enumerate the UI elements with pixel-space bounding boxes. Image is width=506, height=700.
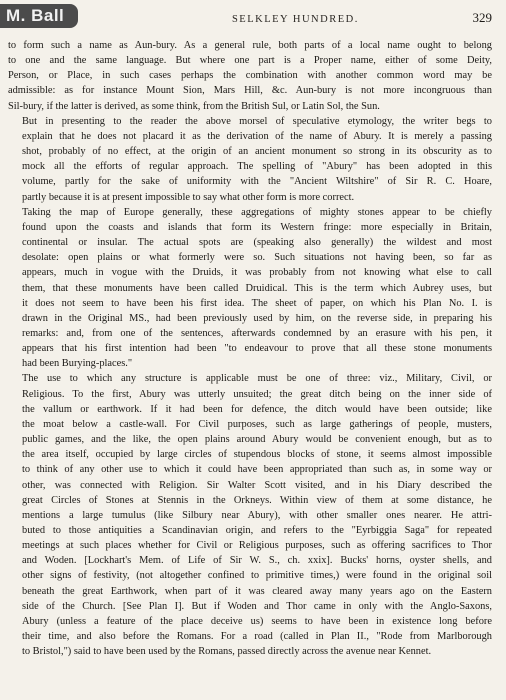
text-line: mock all the efforts of regular approach. The spelling of "Abury" has been adopted in this — [22, 161, 492, 173]
text-line: beneath the great Earthwork, when part of it was cleared away many years ago on the Eastern — [22, 585, 492, 597]
text-line: remarks: and, from one of the sentences, afterwards condemned by an erasure with his pen, it — [22, 327, 492, 339]
text-line: to Bristol,") said to have been used by the Romans, passed directly across the avenue near Kennet. — [22, 646, 432, 658]
text-line: desolate: open plains or what formerly were so. Such situations not having been, so far as — [22, 252, 492, 264]
page-body — [8, 38, 492, 659]
text-line: to one and the same language. But where one part is a Proper name, either of some Deity, — [8, 55, 492, 67]
text-line: meetings at such places whether for Civil or Religious purposes, such as offering sacrifices to Thor — [22, 540, 492, 552]
text-line: mentions a large tumulus (like Silbury near Abury), with other smaller ones nearer. He attri- — [22, 509, 492, 521]
text-line: explain that he does not placard it as the derivation of the name of Abury. It is merely a passing — [22, 130, 492, 142]
text-line: buted to those antiquities a Scandinavian origin, and refers to the "Eyrbiggia Saga" for repeated — [22, 525, 492, 536]
text-line: other signs of festivity, (not altogether confined to primitive times,) were found in the original soil — [22, 570, 492, 582]
text-line: Abury (unless a feature of the place deceive us) seems to have been in existence long before — [22, 615, 492, 627]
paragraph — [8, 371, 492, 659]
m-ball-badge: M. Ball — [0, 4, 78, 28]
text-line: partly because it is at present impossible to say what other form is more correct. — [22, 191, 355, 203]
page-number: 329 — [472, 10, 492, 25]
running-title: SELKLEY HUNDRED. — [231, 14, 359, 25]
text-line: the moat below a castle-wall. For Civil purposes, such as large gatherings of people, musters, — [22, 418, 492, 430]
text-line: side of the Church. [See Plan I]. But if Woden and Thor came in only with the Anglo-Saxons, — [22, 600, 492, 612]
text-line: admissible: as for instance Mount Sion, Mars Hill, &c. Aun-bury is not more incongruous than — [8, 85, 492, 97]
text-line: great Circles of Stones at Stennis in the Orkneys. Within view of them at some distance, he — [22, 494, 492, 506]
text-line: Taking the map of Europe generally, these aggregations of mighty stones appear to be chiefly — [22, 206, 492, 218]
text-line: public games, and the like, the open plains around Abury would be convenient enough, but as to — [22, 434, 492, 446]
text-line: drawn in the Original MS., had been previously used by him, on the reverse side, in preparing his — [22, 312, 492, 324]
text-line: it does not seem to have been his first idea. The sheet of paper, on which his Plan No. I. is — [22, 297, 492, 309]
text-line: other, was connected with Religion. Sir Walter Scott visited, and in his Diary described the — [22, 479, 492, 491]
paragraph — [8, 114, 492, 205]
text-line: them, that these monuments have been called Druidical. This is the term which Aubrey uses, but — [22, 282, 492, 294]
text-line: had been Burying-places." — [22, 358, 133, 370]
text-line: continental or insular. The actual spots are (speaking also generally) the wildest and most — [22, 237, 492, 249]
text-line: appears, much in vogue with the Druids, it was probably from not knowing what else to call — [22, 267, 492, 279]
text-line: found upon the coasts and islands that form its Western fringe: more especially in Britain, — [22, 221, 492, 233]
text-line: and Woden. [Lockhart's Mem. of Life of Sir W. S., ch. xxix]. Bucks' horns, oyster shells, and — [22, 555, 492, 567]
text-line: their time, and also before the Romans. For a road (called in Plan II., "Rode from Marlborough — [22, 631, 492, 643]
text-line: The use to which any structure is applicable must be one of three: viz., Military, Civil, or — [22, 373, 492, 385]
text-line: Sil-bury, if the latter is derived, as some think, from the British Sul, or Latin Sol, the Sun. — [8, 100, 380, 112]
page-header — [8, 0, 492, 28]
text-line: to form such a name as Aun-bury. As a general rule, both parts of a local name ought to belong — [8, 40, 492, 51]
text-line: volume, partly for the sake of uniformity with the "Ancient Wiltshire" of Sir R. C. Hoare, — [22, 176, 492, 188]
paragraph — [8, 205, 492, 372]
text-line: Person, or Place, in such cases perhaps the combination with another common word may be — [8, 70, 492, 82]
text-line: to think of any other use to which it could have been appropriated than such as, in some way or — [22, 464, 492, 476]
text-line: appears that his first intention had been "to endeavour to prove that all these stone monuments — [22, 343, 492, 355]
text-line: Religious. To the first, Abury was utterly unsuited; the great ditch being on the inner side of — [22, 388, 492, 400]
text-line: But in presenting to the reader the above morsel of speculative etymology, the writer begs to — [22, 115, 492, 127]
text-line: shot, probably of no effect, at the origin of an ancient monument so strong in its obscurity as to — [22, 146, 492, 158]
text-line: the vallum or earthwork. If it had been for defence, the ditch would have been outside; like — [22, 403, 492, 415]
text-line: the area itself, occupied by large circles of stupendous blocks of stone, it seems almost impossible — [22, 449, 492, 461]
paragraph — [8, 38, 492, 114]
